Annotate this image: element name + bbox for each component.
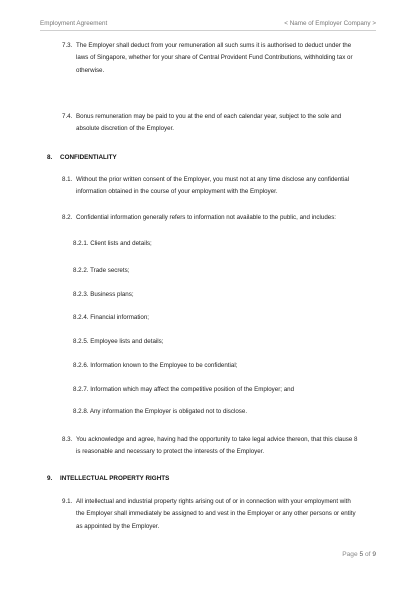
clause-line: laws of Singapore, whether for your share of Central Provident Fund Contributions, withholding tax or xyxy=(76,54,353,62)
of-label: of xyxy=(364,551,371,558)
section-title: INTELLECTUAL PROPERTY RIGHTS xyxy=(60,475,170,482)
clause-number: 7.4. xyxy=(62,113,73,120)
section-heading-8 xyxy=(47,154,117,161)
section-number: 9. xyxy=(47,475,53,482)
page-header-right: < Name of Employer Company > xyxy=(284,20,376,27)
header-divider xyxy=(40,30,376,31)
clause-line: Bonus remuneration may be paid to you at the end of each calendar year, subject to the sole and xyxy=(76,113,342,120)
clause-8-1 xyxy=(62,174,382,199)
page-header-left: Employment Agreement xyxy=(40,20,108,27)
page-number xyxy=(342,551,376,558)
subclause-8-2-5: 8.2.5. Employee lists and details; xyxy=(73,338,164,345)
subclause-8-2-2: 8.2.2. Trade secrets; xyxy=(73,267,130,274)
section-heading-9 xyxy=(47,475,169,482)
subclause-8-2-3: 8.2.3. Business plans; xyxy=(73,291,134,298)
clause-line: Without the prior written consent of the Employer, you must not at any time disclose any confidential xyxy=(76,176,350,183)
clause-line: information obtained in the course of your employment with the Employer. xyxy=(76,188,278,196)
clause-line: absolute discretion of the Employer. xyxy=(76,125,175,133)
page-current: 5 xyxy=(359,551,364,558)
clause-line: as appointed by the Employer. xyxy=(76,522,160,530)
subclause-8-2-8: 8.2.8. Any information the Employer is obligated not to disclose. xyxy=(73,408,248,415)
section-number: 8. xyxy=(47,154,53,161)
clause-7-3 xyxy=(62,40,382,77)
clause-number: 7.3. xyxy=(62,42,73,49)
clause-line: is reasonable and necessary to protect the interests of the Employer. xyxy=(76,448,265,456)
clause-8-2 xyxy=(62,212,382,224)
subclause-8-2-4: 8.2.4. Financial information; xyxy=(73,314,150,321)
clause-8-3 xyxy=(62,434,382,459)
clause-line: otherwise. xyxy=(76,66,105,74)
clause-number: 8.3. xyxy=(62,436,73,443)
clause-7-4 xyxy=(62,111,382,136)
clause-line: The Employer shall deduct from your remuneration all such sums it is authorised to deduct under the xyxy=(76,42,352,49)
clause-line: the Employer shall immediately be assigned to and vest in the Employer or any other persons or entity xyxy=(76,510,356,518)
page-label: Page xyxy=(342,551,358,558)
subclause-8-2-7: 8.2.7. Information which may affect the competitive position of the Employer; and xyxy=(73,386,295,393)
subclause-8-2-6: 8.2.6. Information known to the Employee to be confidential; xyxy=(73,362,238,369)
clause-number: 8.1. xyxy=(62,176,73,183)
page-total: 9 xyxy=(372,551,376,558)
clause-9-1 xyxy=(62,496,382,533)
clause-number: 9.1. xyxy=(62,498,73,505)
clause-line: You acknowledge and agree, having had the opportunity to take legal advice thereon, that this clause 8 xyxy=(76,436,358,443)
subclause-8-2-1: 8.2.1. Client lists and details; xyxy=(73,240,152,247)
clause-number: 8.2. xyxy=(62,214,73,221)
section-title: CONFIDENTIALITY xyxy=(60,154,117,161)
clause-line: All intellectual and industrial property rights arising out of or in connection with your employment with xyxy=(76,498,351,505)
clause-line: Confidential information generally refers to information not available to the public, and includes: xyxy=(76,214,337,221)
